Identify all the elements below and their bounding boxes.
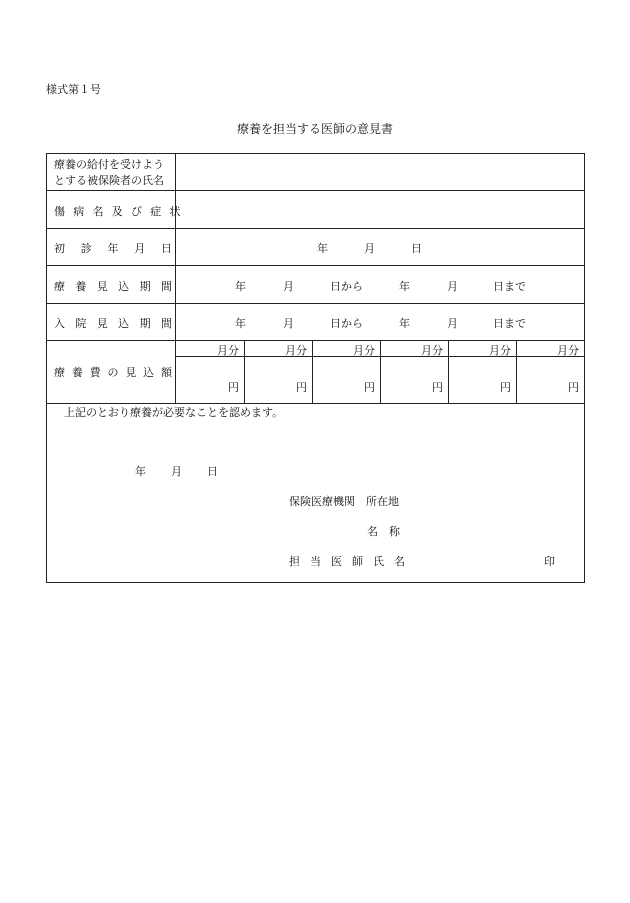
form-number: 様式第１号 xyxy=(46,83,101,96)
hospital-period-label: 入 院 見 込 期 間 xyxy=(54,317,172,330)
institution-address-label: 保険医療機関 所在地 xyxy=(289,495,399,508)
hospital-month-from: 月 xyxy=(283,317,294,330)
cost-estimate-label: 療 養 費 の 見 込 額 xyxy=(54,366,172,379)
institution-name-label: 名 称 xyxy=(367,525,400,538)
row-divider xyxy=(47,340,584,341)
month-unit-4: 月分 xyxy=(421,344,443,357)
hospital-day-to: 日まで xyxy=(493,317,526,330)
diagnosis-label: 傷病名及び症状 xyxy=(54,205,189,218)
diagnosis-field[interactable] xyxy=(177,191,583,228)
cost-cell-divider xyxy=(380,340,381,403)
month-unit-5: 月分 xyxy=(489,344,511,357)
yen-unit-3: 円 xyxy=(364,381,375,394)
cost-cell-divider xyxy=(244,340,245,403)
cost-cell-divider xyxy=(448,340,449,403)
certification-day: 日 xyxy=(207,465,218,478)
yen-unit-6: 円 xyxy=(568,381,579,394)
treatment-year-to: 年 xyxy=(399,280,410,293)
first-visit-label: 初 診 年 月 日 xyxy=(54,242,172,255)
insured-name-field[interactable] xyxy=(177,154,583,190)
month-unit-1: 月分 xyxy=(217,344,239,357)
month-unit-2: 月分 xyxy=(285,344,307,357)
first-visit-month: 月 xyxy=(364,242,375,255)
doctor-name-label: 担 当 医 師 氏 名 xyxy=(289,555,405,568)
hospital-year-from: 年 xyxy=(235,317,246,330)
treatment-year-from: 年 xyxy=(235,280,246,293)
month-unit-6: 月分 xyxy=(557,344,579,357)
certification-month: 月 xyxy=(171,465,182,478)
yen-unit-2: 円 xyxy=(296,381,307,394)
row-divider xyxy=(47,303,584,304)
seal-label: 印 xyxy=(544,555,555,568)
certification-statement: 上記のとおり療養が必要なことを認めます。 xyxy=(64,406,284,419)
cost-cell-divider xyxy=(516,340,517,403)
hospital-day-from: 日から xyxy=(330,317,363,330)
treatment-day-to: 日まで xyxy=(493,280,526,293)
first-visit-day: 日 xyxy=(411,242,422,255)
document-title: 療養を担当する医師の意見書 xyxy=(236,122,393,136)
insured-name-label-line2: とする被保険者の氏名 xyxy=(54,174,164,187)
yen-unit-4: 円 xyxy=(432,381,443,394)
yen-unit-5: 円 xyxy=(500,381,511,394)
opinion-form-table xyxy=(46,153,585,583)
month-unit-3: 月分 xyxy=(353,344,375,357)
certification-year: 年 xyxy=(135,465,146,478)
first-visit-year: 年 xyxy=(317,242,328,255)
hospital-month-to: 月 xyxy=(447,317,458,330)
cost-cell-divider xyxy=(312,340,313,403)
yen-unit-1: 円 xyxy=(228,381,239,394)
treatment-month-to: 月 xyxy=(447,280,458,293)
hospital-year-to: 年 xyxy=(399,317,410,330)
row-divider xyxy=(47,265,584,266)
row-divider xyxy=(47,228,584,229)
treatment-period-label: 療 養 見 込 期 間 xyxy=(54,280,172,293)
treatment-month-from: 月 xyxy=(283,280,294,293)
insured-name-label-line1: 療養の給付を受けよう xyxy=(54,158,164,171)
treatment-day-from: 日から xyxy=(330,280,363,293)
